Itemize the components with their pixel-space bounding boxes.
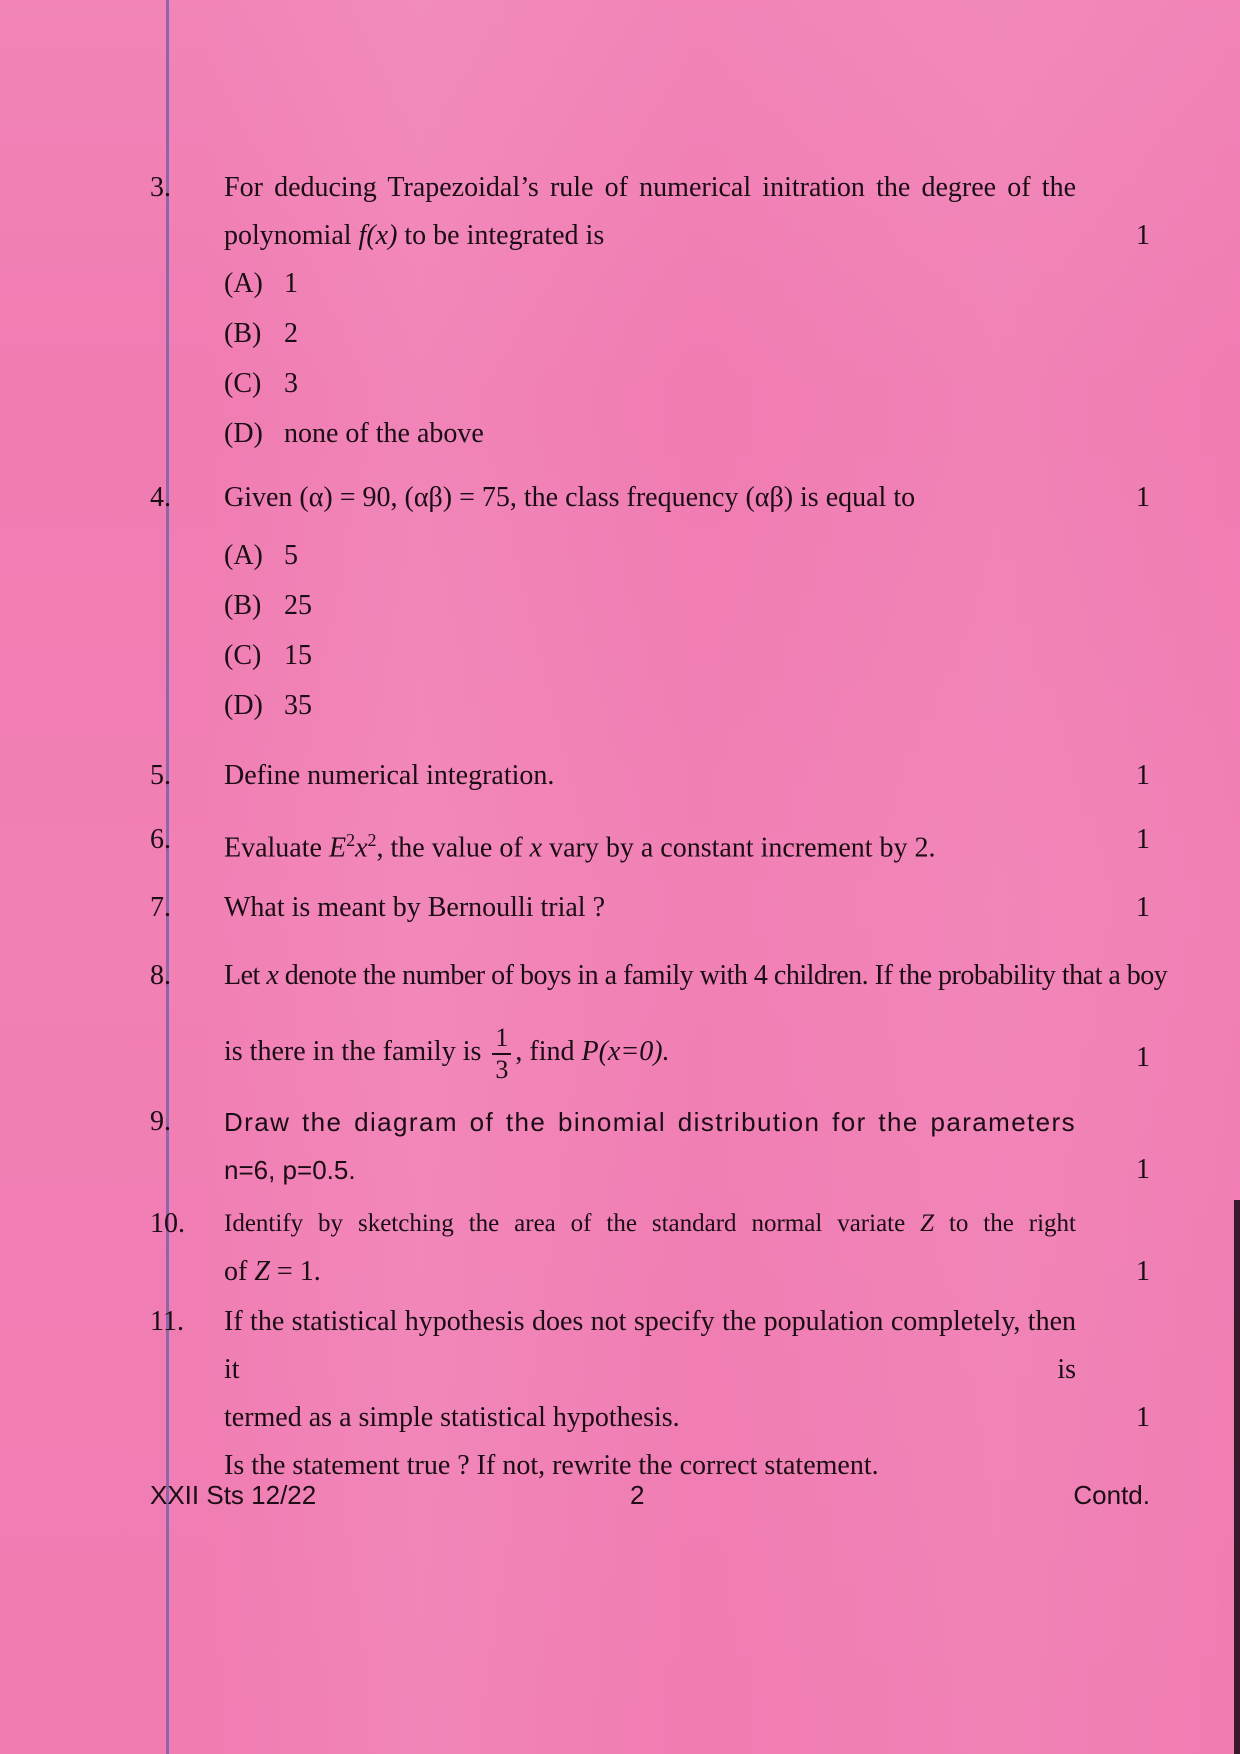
marks: 1 (1136, 1042, 1150, 1073)
option-label: (B) (224, 590, 262, 621)
text-fragment: to the right (934, 1210, 1076, 1237)
option-text: 5 (284, 540, 298, 571)
marks: 1 (1136, 1256, 1150, 1287)
math-superscript: 2 (346, 830, 356, 850)
text-fragment: denote the number of boys in a family with 4 children. If the probability that a boy (278, 960, 1168, 991)
math-parameters: n=6, p=0.5. (224, 1155, 356, 1185)
text-fragment: vary by a constant increment by 2. (542, 832, 936, 864)
option-c (224, 636, 312, 676)
question-number: 4. (150, 482, 171, 513)
option-label: (C) (224, 640, 262, 671)
math-variable-x: x (355, 832, 368, 864)
question-number: 7. (150, 892, 171, 923)
question-number: 11. (150, 1306, 184, 1337)
question-text: What is meant by Bernoulli trial ? (224, 892, 606, 923)
continued-label: Contd. (1073, 1480, 1150, 1510)
option-label: (D) (224, 418, 263, 449)
question-text (224, 1098, 1076, 1194)
math-fx: f(x) (358, 220, 398, 251)
question-line (224, 952, 1168, 1000)
question-line: If the statistical hypothesis does not specify the population completely, then it is (224, 1306, 1076, 1385)
option-text: 15 (284, 640, 312, 671)
question-line (224, 1200, 1076, 1248)
option-b (224, 314, 298, 354)
option-label: (A) (224, 540, 263, 571)
question-line (224, 1248, 1076, 1296)
question-number: 3. (150, 172, 171, 203)
text-fragment: polynomial (224, 220, 359, 251)
marks: 1 (1136, 482, 1150, 513)
text-fragment: Identify by sketching the area of the standard normal variate (224, 1210, 921, 1237)
question-text: Given (α) = 90, (αβ) = 75, the class frequency (αβ) is equal to (224, 482, 916, 513)
text-fragment: to be integrated is (397, 220, 605, 251)
question-line: Is the statement true ? If not, rewrite the correct statement. (224, 1450, 879, 1481)
question-line (224, 1022, 1076, 1083)
fraction (492, 1022, 511, 1084)
question-number: 8. (150, 960, 171, 991)
math-superscript: 2 (367, 830, 377, 850)
marks: 1 (1136, 892, 1150, 923)
text-fragment: is there in the family is (224, 1036, 489, 1067)
math-variable-z: Z (254, 1256, 270, 1287)
option-a (224, 536, 298, 576)
option-d (224, 686, 312, 726)
question-number: 5. (150, 760, 171, 791)
marks: 1 (1136, 220, 1150, 251)
option-text: 35 (284, 690, 312, 721)
text-fragment: , the value of (376, 832, 530, 864)
text-fragment: Evaluate (224, 832, 329, 864)
option-label: (A) (224, 268, 263, 299)
question-line: Draw the diagram of the binomial distribution for the parameters (224, 1107, 1076, 1137)
marks: 1 (1136, 760, 1150, 791)
option-text: 1 (284, 268, 298, 299)
math-variable-z: Z (920, 1210, 935, 1237)
question-number: 6. (150, 824, 171, 855)
option-label: (C) (224, 368, 262, 399)
fraction-numerator: 1 (492, 1025, 511, 1055)
question-line: termed as a simple statistical hypothesis. (224, 1402, 680, 1433)
question-number: 9. (150, 1106, 171, 1137)
math-probability: P(x=0). (581, 1036, 670, 1067)
option-text: none of the above (284, 418, 484, 449)
text-fragment: = 1. (269, 1256, 321, 1287)
math-variable-x: x (529, 832, 543, 864)
option-label: (D) (224, 690, 263, 721)
option-text: 3 (284, 368, 298, 399)
question-text (224, 952, 1168, 1084)
math-operator-e: E (328, 832, 347, 864)
question-line (224, 212, 1076, 260)
page-number: 2 (630, 1480, 645, 1510)
marks: 1 (1136, 1154, 1150, 1185)
fraction-denominator: 3 (495, 1054, 509, 1084)
option-text: 25 (284, 590, 312, 621)
question-text (224, 816, 1076, 872)
question-number: 10. (150, 1208, 185, 1239)
text-fragment: Let (224, 960, 267, 991)
option-text: 2 (284, 318, 298, 349)
math-variable-x: x (266, 960, 279, 991)
paper-code: XXII Sts 12/22 (150, 1480, 317, 1510)
question-line (224, 1146, 1076, 1194)
question-line: For deducing Trapezoidal’s rule of numerical initration the degree of the (224, 172, 1076, 203)
option-c (224, 364, 298, 404)
option-label: (B) (224, 318, 262, 349)
question-text (224, 1298, 1076, 1490)
text-fragment: of (224, 1256, 255, 1287)
question-text: Define numerical integration. (224, 760, 555, 791)
question-text (224, 164, 1076, 260)
option-d (224, 414, 484, 454)
option-a (224, 264, 298, 304)
option-b (224, 586, 312, 626)
question-text (224, 1200, 1076, 1296)
text-fragment: , find (515, 1036, 582, 1067)
marks: 1 (1136, 1402, 1150, 1433)
marks: 1 (1136, 824, 1150, 855)
